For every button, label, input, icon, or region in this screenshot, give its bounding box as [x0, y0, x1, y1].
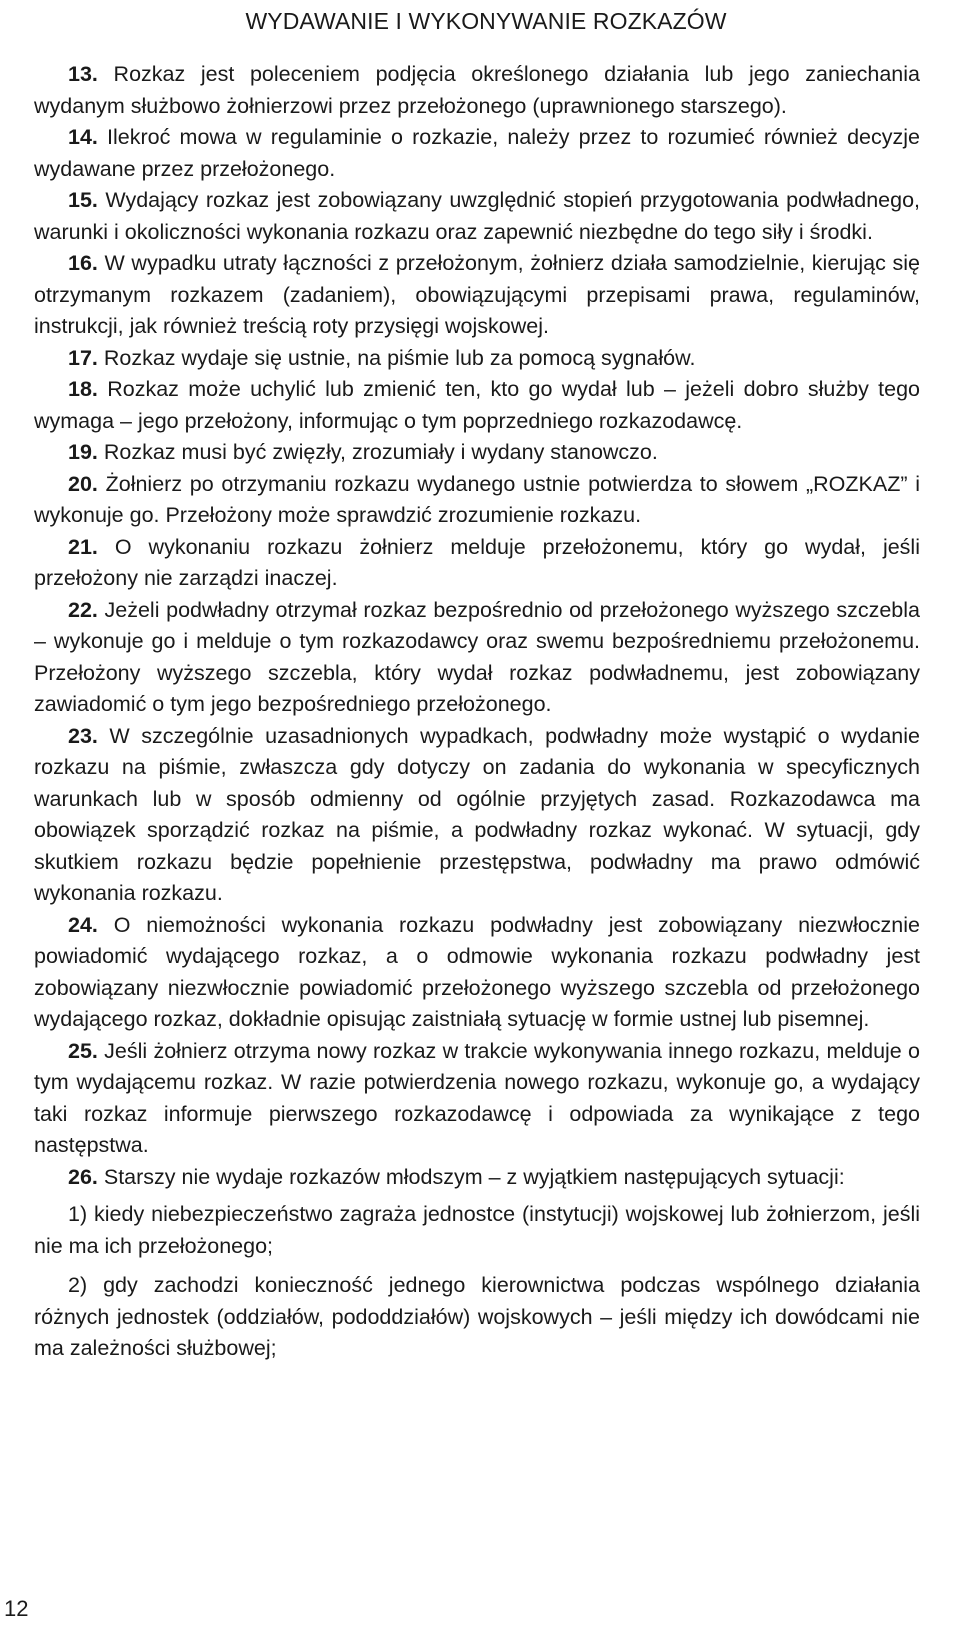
paragraph-text: Jeśli żołnierz otrzyma nowy rozkaz w trakcie wykonywania innego rozkazu, melduje o tym wydającemu rozkaz. W razie potwierdzenia nowego rozkazu, wykonuje go, a wydający taki rozkaz informuje pierwszego rozkazodawcę i odpowiada za wynikające z tego następstwa.: [34, 1038, 920, 1157]
paragraph-text: W wypadku utraty łączności z przełożonym, żołnierz działa samodzielnie, kierując się otrzymanym rozkazem (zadaniem), obowiązującymi przepisami prawa, regulaminów, instrukcji, jak również treścią roty przysięgi wojskowej.: [34, 251, 920, 338]
subitem-list: [34, 1199, 920, 1365]
paragraph-text: Ilekroć mowa w regulaminie o rozkazie, należy przez to rozumieć również decyzje wydawane przez przełożonego.: [34, 125, 920, 181]
paragraph-22: [34, 595, 920, 721]
paragraph-14: [34, 122, 920, 185]
paragraph-list: [34, 59, 920, 1193]
paragraph-25: [34, 1036, 920, 1162]
paragraph-number: 18.: [68, 377, 98, 401]
paragraph-20: [34, 469, 920, 532]
paragraph-text: Rozkaz jest poleceniem podjęcia określonego działania lub jego zaniechania wydanym służbowo żołnierzowi przez przełożonego (uprawnionego starszego).: [34, 62, 920, 118]
paragraph-24: [34, 910, 920, 1036]
paragraph-text: Jeżeli podwładny otrzymał rozkaz bezpośrednio od przełożonego wyższego szczebla – wykonuje go i melduje o tym rozkazodawcy oraz swemu bezpośredniemu przełożonemu. Przełożony wyższego szczebla, który wydał rozkaz podwładnemu, jest zobowiązany zawiadomić o tym jego bezpośredniego przełożonego.: [34, 597, 920, 716]
page-title: WYDAWANIE I WYKONYWANIE ROZKAZÓW: [245, 8, 727, 34]
paragraph-number: 17.: [68, 345, 98, 370]
paragraph-text: Rozkaz może uchylić lub zmienić ten, kto go wydał lub – jeżeli dobro służby tego wymaga – jego przełożony, informując o tym poprzedniego rozkazodawcę.: [34, 377, 920, 433]
document-page: [34, 0, 920, 1365]
paragraph-19: [34, 437, 920, 469]
paragraph-number: 24.: [68, 912, 98, 937]
paragraph-13: [34, 59, 920, 122]
paragraph-17: [34, 343, 920, 375]
paragraph-16: [34, 248, 920, 343]
paragraph-number: 13.: [68, 62, 98, 86]
paragraph-number: 16.: [68, 251, 98, 275]
subitem-1: 1) kiedy niebezpieczeństwo zagraża jednostce (instytucji) wojskowej lub żołnierzom, jeśli nie ma ich przełożonego;: [34, 1202, 920, 1258]
paragraph-number: 26.: [68, 1164, 98, 1189]
paragraph-18: [34, 374, 920, 437]
paragraph-26: [34, 1162, 920, 1194]
paragraph-number: 15.: [68, 188, 98, 212]
paragraph-number: 19.: [68, 440, 98, 464]
paragraph-text: O niemożności wykonania rozkazu podwładny jest zobowiązany niezwłocznie powiadomić wydającego rozkaz, a o odmowie wykonania rozkazu podwładny jest zobowiązany niezwłocznie powiadomić przełożonego wyższego szczebla od przełożonego wydającego rozkaz, dokładnie opisując zaistniałą sytuację w formie ustnej lub pisemnej.: [34, 912, 920, 1031]
paragraph-text: Starszy nie wydaje rozkazów młodszym – z wyjątkiem następujących sytuacji:: [97, 1164, 845, 1189]
paragraph-number: 21.: [68, 534, 98, 559]
paragraph-21: [34, 532, 920, 595]
paragraph-text: Rozkaz musi być zwięzły, zrozumiały i wydany stanowczo.: [97, 440, 658, 464]
paragraph-text: O wykonaniu rozkazu żołnierz melduje przełożonemu, który go wydał, jeśli przełożony nie zarządzi inaczej.: [34, 534, 920, 590]
paragraph-15: [34, 185, 920, 248]
paragraph-23: [34, 721, 920, 910]
paragraph-text: Wydający rozkaz jest zobowiązany uwzględnić stopień przygotowania podwładnego, warunki i okoliczności wykonania rozkazu oraz zapewnić niezbędne do tego siły i środki.: [34, 188, 920, 244]
paragraph-number: 14.: [68, 125, 98, 149]
subitem-2: 2) gdy zachodzi konieczność jednego kierownictwa podczas wspólnego działania różnych jednostek (oddziałów, pododdziałów) wojskowych – jeśli między ich dowódcami nie ma zależności służbowej;: [34, 1273, 920, 1360]
page-number: 12: [4, 1596, 29, 1621]
paragraph-number: 20.: [68, 471, 98, 496]
paragraph-number: 23.: [68, 723, 98, 748]
paragraph-text: W szczególnie uzasadnionych wypadkach, podwładny może wystąpić o wydanie rozkazu na piśmie, zwłaszcza gdy dotyczy on zadania do wykonania w specyficznych warunkach lub w sposób odmienny od ogólnie przyjętych zasad. Rozkazodawca ma obowiązek sporządzić rozkaz na piśmie, a podwładny rozkaz wykonać. W sytuacji, gdy skutkiem rozkazu będzie popełnienie przestępstwa, podwładny ma prawo odmówić wykonania rozkazu.: [34, 723, 920, 905]
paragraph-text: Żołnierz po otrzymaniu rozkazu wydanego ustnie potwierdza to słowem „ROZKAZ” i wykonuje go. Przełożony może sprawdzić zrozumienie rozkazu.: [34, 471, 920, 527]
paragraph-number: 25.: [68, 1038, 98, 1063]
paragraph-text: Rozkaz wydaje się ustnie, na piśmie lub za pomocą sygnałów.: [97, 345, 696, 370]
paragraph-number: 22.: [68, 597, 98, 622]
